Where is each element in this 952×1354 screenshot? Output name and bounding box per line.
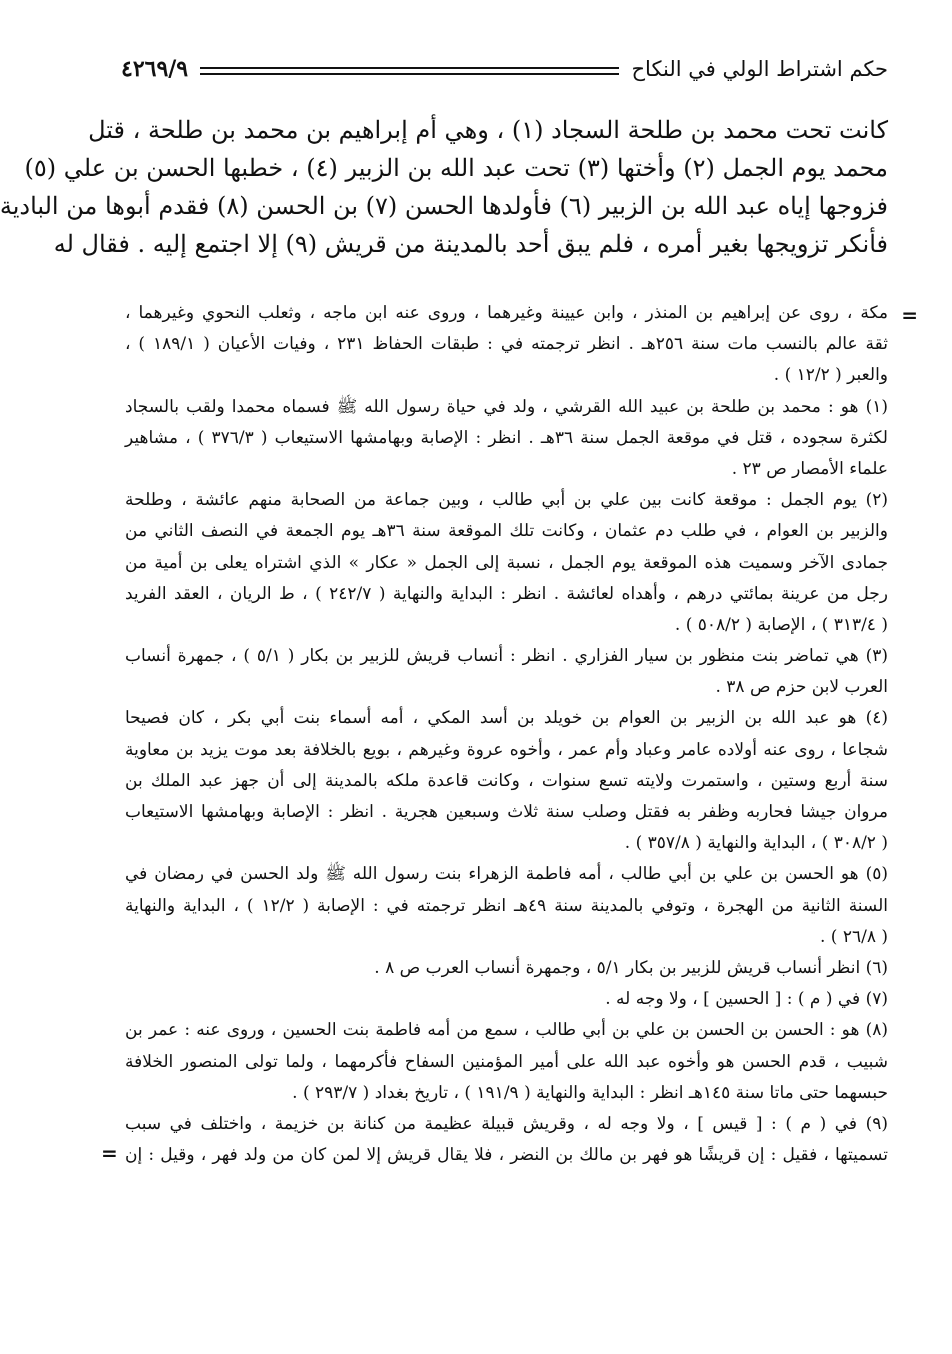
- footnotes: [101, 298, 918, 1171]
- footnote-1: [125, 392, 888, 486]
- footnote-line: (٧) في ( م ) : [ الحسين ] ، ولا وجه له .: [605, 989, 888, 1010]
- footnote-line: السنة الثانية من الهجرة ، وتوفي بالمدينة سنة ٤٩هـ انظر ترجمته في : الإصابة ( ١٢/٢ ) ، البداية والنهاية: [125, 895, 889, 916]
- footnote-7: [125, 984, 888, 1015]
- footnote-line: (٤) هو عبد الله بن الزبير بن العوام بن خويلد بن أسد المكي ، أمه أسماء بنت أبي بكر ، كان فصيحا: [125, 708, 888, 729]
- footnote-line: علماء الأمصار ص ٢٣ .: [731, 458, 888, 479]
- footnote-line: (٨) هو : الحسن بن الحسن بن علي بن أبي طالب ، سمع من أمه فاطمة بنت الحسين ، وروى عنه : عمر بن: [125, 1020, 888, 1041]
- footnote-8: [125, 1015, 888, 1109]
- main-text-line: محمد يوم الجمل (٢) وأختها (٣) تحت عبد الله بن الزبير (٤) ، خطبها الحسن بن علي (٥): [24, 154, 888, 182]
- footnote-continued: [125, 298, 888, 392]
- footnote-line: رجل من عرينة بمائتي درهم ، وأهداه لعائشة . انظر : البداية والنهاية ( ٢٤٢/٧ ) ، ط الريان ، العقد الفريد: [125, 583, 888, 604]
- footnote-line: (٥) هو الحسن بن علي بن أبي طالب ، أمه فاطمة الزهراء بنت رسول الله ﷺ ولد الحسن في رمضان في: [125, 864, 888, 885]
- footnote-line: ( ٢٦/٨ ) .: [819, 926, 888, 947]
- footnote-line: ( ٣١٣/٤ ) ، الإصابة ( ٥٠٨/٢ ) .: [674, 614, 888, 635]
- running-header: [121, 52, 888, 86]
- footnote-line: شجاعا ، روى عنه أولاده عامر وعباد وأم عمر ، وأخوه عروة وغيرهم ، بويع بالخلافة بعد موت يزيد بن معاوية: [125, 739, 888, 760]
- footnote-6: [125, 953, 888, 984]
- footnote-line: (٩) في ( م ) : [ قيس ] ، ولا وجه له ، وقريش قبيلة عظيمة من كنانة بن خزيمة ، واختلف في سبب: [125, 1113, 888, 1134]
- main-text: [0, 111, 888, 263]
- footnote-line: مروان جيشا فحاربه وظفر به فقتل وصلب سنة ثلاث وسبعين هجرية . انظر : الإصابة وبهامشها الاستيعاب: [125, 802, 888, 822]
- footnote-line: (٢) يوم الجمل : موقعة كانت بين علي بن أبي طالب ، وبين جماعة من الصحابة منهم عائشة ، وطلحة: [125, 490, 888, 511]
- footnote-line: العرب لابن حزم ص ٣٨ .: [715, 677, 888, 698]
- footnote-2: [125, 485, 888, 641]
- footnote-9: [101, 1109, 888, 1171]
- footnote-line: مكة ، روى عن إبراهيم بن المنذر ، وابن عيينة وغيرهما ، وروى عنه ابن ماجه ، وثعلب النحوي وغيرهما ،: [125, 303, 888, 323]
- page-number: ٤٢٦٩/٩: [121, 56, 189, 82]
- continuation-marker: =: [901, 303, 918, 327]
- main-text-line: فزوجها إياه عبد الله بن الزبير (٦) فأولدها الحسن (٧) بن الحسن (٨) فقدم أبوها من البادية: [0, 192, 888, 220]
- footnote-3: [125, 641, 888, 703]
- footnote-line: تسميتها ، فقيل : إن قريشًا هو فهر بن مالك بن النضر ، فلا يقال قريش إلا لمن كان من ولد فهر ، وقيل : إن: [125, 1145, 888, 1166]
- footnote-line: شبيب ، قدم الحسن هو وأخوه عبد الله على أمير المؤمنين السفاح فأكرمهما ، ولما تولى المنصور الخلافة: [125, 1051, 888, 1072]
- continuation-end-marker: =: [101, 1141, 118, 1166]
- footnote-line: والعبر ( ١٢/٢ ) .: [773, 365, 888, 386]
- header-rule: [200, 67, 619, 75]
- footnote-line: (١) هو : محمد بن طلحة بن عبيد الله القرشي ، ولد في حياة رسول الله ﷺ فسماه محمدا ولقب بالسجاد: [125, 396, 888, 417]
- footnote-line: (٦) انظر أنساب قريش للزبير بن بكار ٥/١ ، وجمهرة أنساب العرب ص ٨ .: [374, 957, 888, 978]
- footnote-line: ثقة عالم بالنسب مات سنة ٢٥٦هـ . انظر ترجمته في : طبقات الحفاظ ٢٣١ ، وفيات الأعيان ( ١٨٩/١ ) ،: [125, 334, 888, 355]
- footnote-line: حبسهما حتى ماتا سنة ١٤٥هـ انظر : البداية والنهاية ( ١٩١/٩ ) ، تاريخ بغداد ( ٢٩٣/٧ ) .: [292, 1082, 888, 1103]
- footnote-line: لكثرة سجوده ، قتل في موقعة الجمل سنة ٣٦هـ . انظر : الإصابة وبهامشها الاستيعاب ( ٣٧٦/٣ ) ، مشاهير: [125, 427, 888, 448]
- header-title: حكم اشتراط الولي في النكاح: [631, 57, 888, 81]
- footnote-4: [125, 703, 888, 859]
- footnote-line: ( ٣٠٨/٢ ) ، البداية والنهاية ( ٣٥٧/٨ ) .: [624, 833, 888, 854]
- main-text-line: كانت تحت محمد بن طلحة السجاد (١) ، وهي أم إبراهيم بن محمد بن طلحة ، قتل: [88, 116, 888, 144]
- footnote-5: [125, 859, 888, 953]
- footnote-line: جمادى الآخر وسميت هذه الموقعة يوم الجمل ، نسبة إلى الجمل « عكار » الذي اشتراه يعلى بن أمية من: [125, 552, 888, 573]
- main-text-line: فأنكر تزويجها بغير أمره ، فلم يبق أحد بالمدينة من قريش (٩) إلا اجتمع إليه . فقال له: [53, 230, 888, 258]
- footnote-line: (٣) هي تماضر بنت منظور بن سيار الفزاري . انظر : أنساب قريش للزبير بن بكار ( ٥/١ ) ، جمهرة أنساب: [125, 646, 889, 667]
- footnote-line: سنة أربع وستين ، واستمرت ولايته تسع سنوات ، وكانت قاعدة ملكه بالمدينة إلى أن جهز عبد الملك بن: [125, 770, 888, 791]
- footnote-line: والزبير بن العوام ، في طلب دم عثمان ، وكانت تلك الموقعة سنة ٣٦هـ يوم الجمعة في النصف الثاني من: [125, 521, 888, 542]
